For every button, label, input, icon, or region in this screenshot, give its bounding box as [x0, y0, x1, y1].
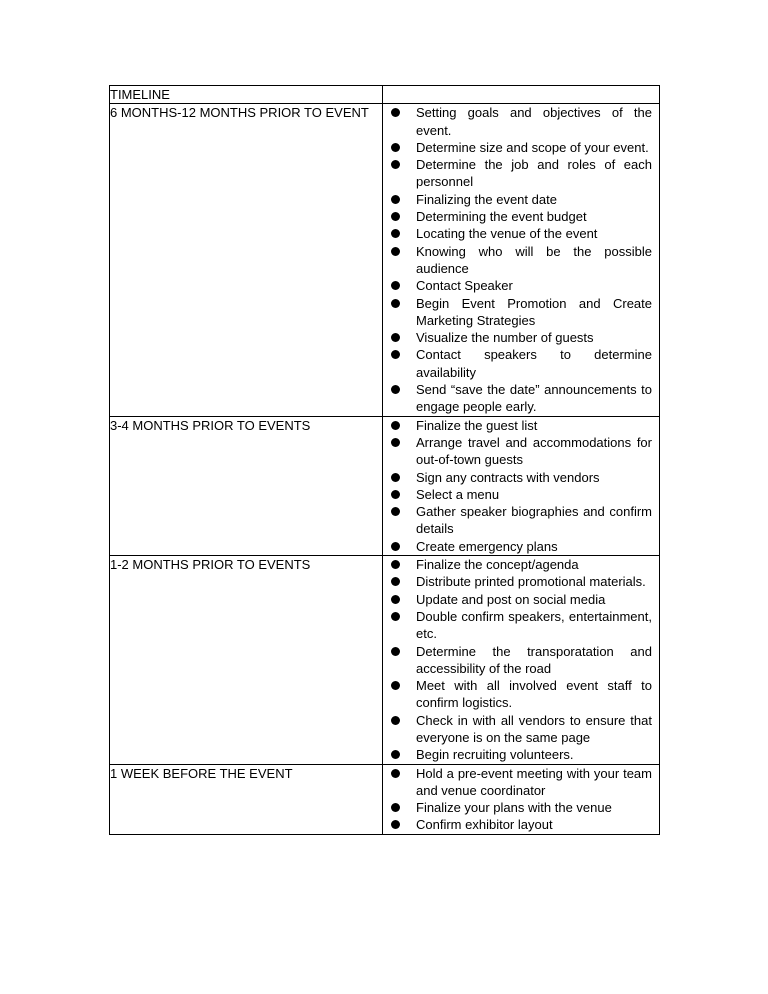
task-text: Determining the event budget [416, 209, 587, 225]
bullet-icon [391, 195, 400, 204]
task-text: Finalizing the event date [416, 191, 557, 207]
bullet-icon [391, 750, 400, 759]
bullet-icon [391, 333, 400, 342]
table-header-row [110, 86, 660, 104]
task-text: Setting goals and objectives of the event. [416, 105, 652, 138]
bullet-icon [391, 577, 400, 586]
task-text: Determine the transporatation and accessibility of the road [416, 643, 652, 676]
bullet-icon [391, 716, 400, 725]
header-empty-cell [383, 86, 660, 104]
list-item [383, 329, 659, 346]
list-item [383, 139, 659, 156]
list-item [383, 243, 659, 278]
table-row [110, 104, 660, 416]
task-list [383, 765, 659, 834]
bullet-icon [391, 490, 400, 499]
bullet-icon [391, 143, 400, 152]
task-text: Determine the job and roles of each personnel [416, 157, 652, 190]
bullet-icon [391, 350, 400, 359]
task-text: Meet with all involved event staff to confirm logistics. [416, 678, 652, 711]
task-text: Send “save the date” announcements to engage people early. [416, 382, 652, 415]
task-text: Select a menu [416, 486, 500, 502]
phase-label: 3-4 MONTHS PRIOR TO EVENTS [110, 416, 383, 555]
bullet-icon [391, 108, 400, 117]
bullet-icon [391, 820, 400, 829]
bullet-icon [391, 647, 400, 656]
bullet-icon [391, 212, 400, 221]
task-text: Visualize the number of guests [416, 330, 594, 346]
bullet-icon [391, 281, 400, 290]
table-row [110, 556, 660, 765]
bullet-icon [391, 385, 400, 394]
phase-label: 6 MONTHS-12 MONTHS PRIOR TO EVENT [110, 104, 383, 416]
task-text: Locating the venue of the event [416, 226, 598, 242]
list-item [383, 538, 659, 555]
task-text: Arrange travel and accommodations for out-of-town guests [416, 434, 652, 468]
list-item [383, 208, 659, 225]
task-list [383, 417, 659, 555]
phase-label: 1 WEEK BEFORE THE EVENT [110, 764, 383, 834]
task-text: Sign any contracts with vendors [416, 469, 600, 485]
bullet-icon [391, 681, 400, 690]
bullet-icon [391, 229, 400, 238]
task-text: Confirm exhibitor layout [416, 817, 553, 833]
task-text: Finalize the concept/agenda [416, 557, 579, 573]
list-item [383, 295, 659, 330]
task-text: Double confirm speakers, entertainment, etc. [416, 608, 652, 642]
task-text: Contact speakers to determine availability [416, 347, 652, 380]
phase-label: 1-2 MONTHS PRIOR TO EVENTS [110, 556, 383, 765]
list-item [383, 104, 659, 139]
task-text: Update and post on social media [416, 591, 606, 607]
list-item [383, 486, 659, 503]
bullet-icon [391, 612, 400, 621]
task-text: Knowing who will be the possible audience [416, 243, 652, 276]
task-cell [383, 416, 660, 555]
task-cell [383, 556, 660, 765]
list-item [383, 156, 659, 191]
list-item [383, 556, 659, 573]
list-item [383, 277, 659, 294]
task-cell [383, 104, 660, 416]
bullet-icon [391, 438, 400, 447]
table-row [110, 416, 660, 555]
list-item [383, 816, 659, 833]
task-text: Contact Speaker [416, 278, 513, 294]
task-text: Finalize your plans with the venue [416, 800, 612, 816]
task-text: Begin Event Promotion and Create Marketing Strategies [416, 295, 652, 328]
list-item [383, 799, 659, 816]
list-item [383, 608, 659, 643]
bullet-icon [391, 542, 400, 551]
task-text: Finalize the guest list [416, 417, 538, 433]
list-item [383, 469, 659, 486]
list-item [383, 225, 659, 242]
bullet-icon [391, 560, 400, 569]
task-text: Check in with all vendors to ensure that everyone is on the same page [416, 712, 652, 745]
list-item [383, 191, 659, 208]
task-text: Create emergency plans [416, 538, 558, 554]
bullet-icon [391, 507, 400, 516]
list-item [383, 677, 659, 712]
bullet-icon [391, 595, 400, 604]
task-list [383, 104, 659, 415]
task-text: Gather speaker biographies and confirm details [416, 504, 652, 537]
timeline-heading: TIMELINE [110, 86, 383, 104]
task-text: Hold a pre-event meeting with your team and venue coordinator [416, 765, 652, 798]
task-text: Distribute printed promotional materials. [416, 574, 646, 590]
table-row [110, 764, 660, 834]
list-item [383, 346, 659, 381]
list-item [383, 381, 659, 416]
bullet-icon [391, 473, 400, 482]
list-item [383, 765, 659, 800]
timeline-table [109, 85, 660, 835]
list-item [383, 417, 659, 434]
task-text: Determine size and scope of your event. [416, 139, 649, 155]
list-item [383, 573, 659, 590]
list-item [383, 746, 659, 763]
list-item [383, 712, 659, 747]
bullet-icon [391, 803, 400, 812]
bullet-icon [391, 160, 400, 169]
list-item [383, 434, 659, 469]
list-item [383, 643, 659, 678]
task-cell [383, 764, 660, 834]
bullet-icon [391, 299, 400, 308]
bullet-icon [391, 769, 400, 778]
bullet-icon [391, 247, 400, 256]
bullet-icon [391, 421, 400, 430]
list-item [383, 591, 659, 608]
task-text: Begin recruiting volunteers. [416, 747, 574, 763]
list-item [383, 503, 659, 538]
task-list [383, 556, 659, 764]
